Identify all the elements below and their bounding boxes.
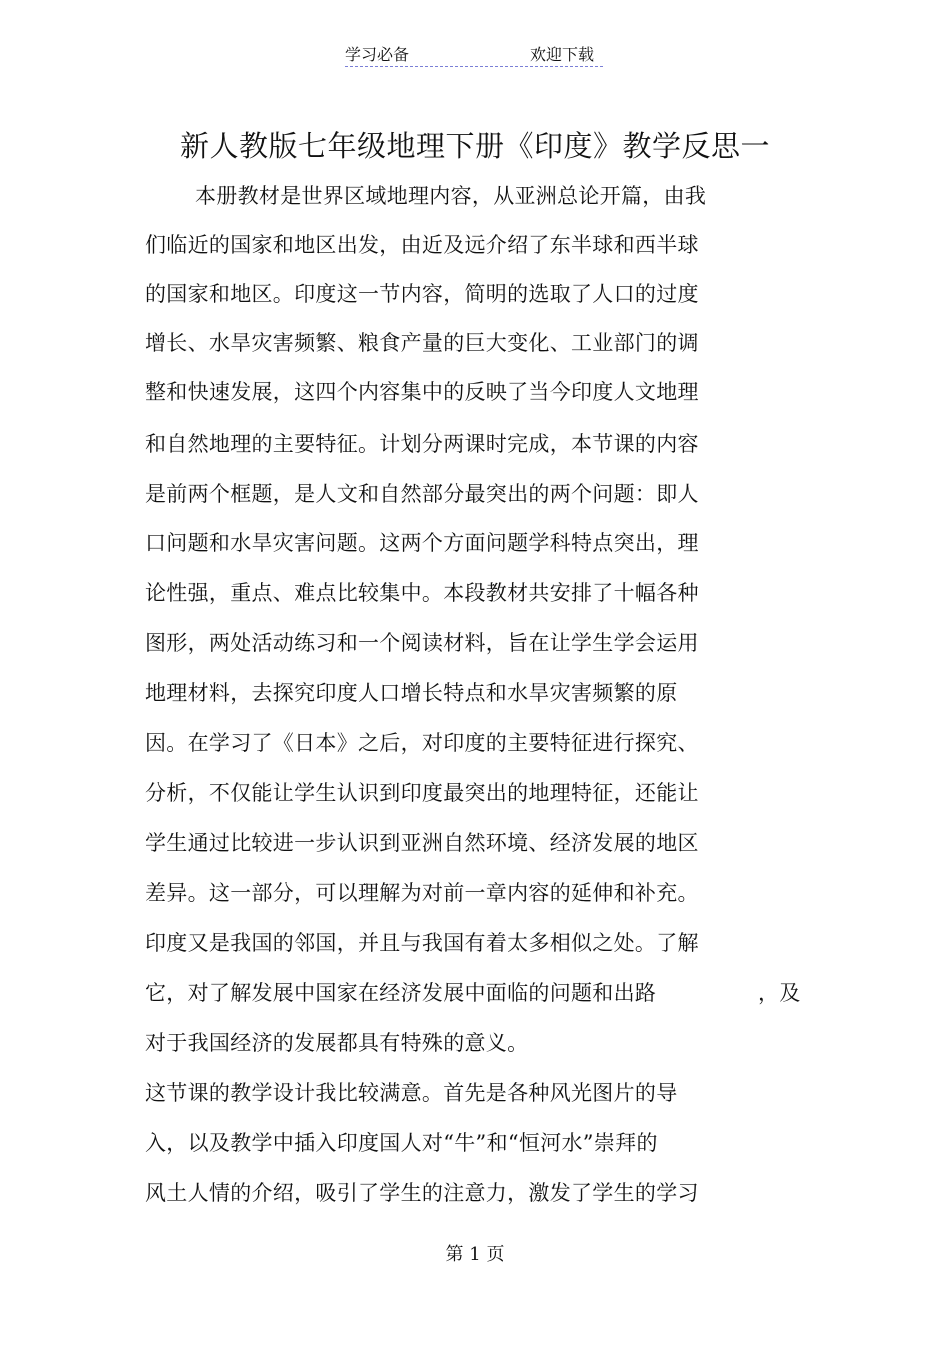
header-right-text: 欢迎下载 [530,45,595,64]
text-line-17-tail: ，及 [758,981,801,1005]
text-line-18: 对于我国经济的发展都具有特殊的意义。 [145,1031,529,1055]
text-line-3: 的国家和地区。印度这一节内容，简明的选取了人口的过度 [145,282,699,306]
page-number: 第 1 页 [445,1244,505,1265]
text-line-15: 差异。这一部分，可以理解为对前一章内容的延伸和补充。 [145,881,699,905]
page-header [345,40,603,67]
text-line-13: 分析，不仅能让学生认识到印度最突出的地理特征，还能让 [145,781,699,805]
text-line-10: 图形，两处活动练习和一个阅读材料，旨在让学生学会运用 [145,631,699,655]
text-line-11: 地理材料，去探究印度人口增长特点和水旱灾害频繁的原 [145,681,678,705]
text-line-5: 整和快速发展，这四个内容集中的反映了当今印度人文地理 [145,380,699,404]
text-line-16: 印度又是我国的邻国，并且与我国有着太多相似之处。了解 [145,931,699,955]
text-line-7: 是前两个框题，是人文和自然部分最突出的两个问题：即人 [145,482,699,506]
text-line-17: 它，对了解发展中国家在经济发展中面临的问题和出路 [145,981,657,1005]
text-line-14: 学生通过比较进一步认识到亚洲自然环境、经济发展的地区 [145,831,699,855]
text-line-12: 因。在学习了《日本》之后，对印度的主要特征进行探究、 [145,731,699,755]
document-title: 新人教版七年级地理下册《印度》教学反思一 [179,129,770,163]
text-line-6: 和自然地理的主要特征。计划分两课时完成，本节课的内容 [145,432,699,456]
text-line-21: 风土人情的介绍，吸引了学生的注意力，激发了学生的学习 [145,1181,699,1205]
text-line-2: 们临近的国家和地区出发，由近及远介绍了东半球和西半球 [145,233,699,257]
text-line-19: 这节课的教学设计我比较满意。首先是各种风光图片的导 [145,1081,678,1105]
text-line-8: 口问题和水旱灾害问题。这两个方面问题学科特点突出，理 [145,531,699,555]
text-line-4: 增长、水旱灾害频繁、粮食产量的巨大变化、工业部门的调 [145,331,699,355]
text-line-9: 论性强，重点、难点比较集中。本段教材共安排了十幅各种 [145,581,699,605]
text-line-1: 本册教材是世界区域地理内容，从亚洲总论开篇，由我 [195,184,707,208]
header-left-text: 学习必备 [345,45,410,64]
text-line-20: 入，以及教学中插入印度国人对“牛”和“恒河水”崇拜的 [145,1131,658,1155]
